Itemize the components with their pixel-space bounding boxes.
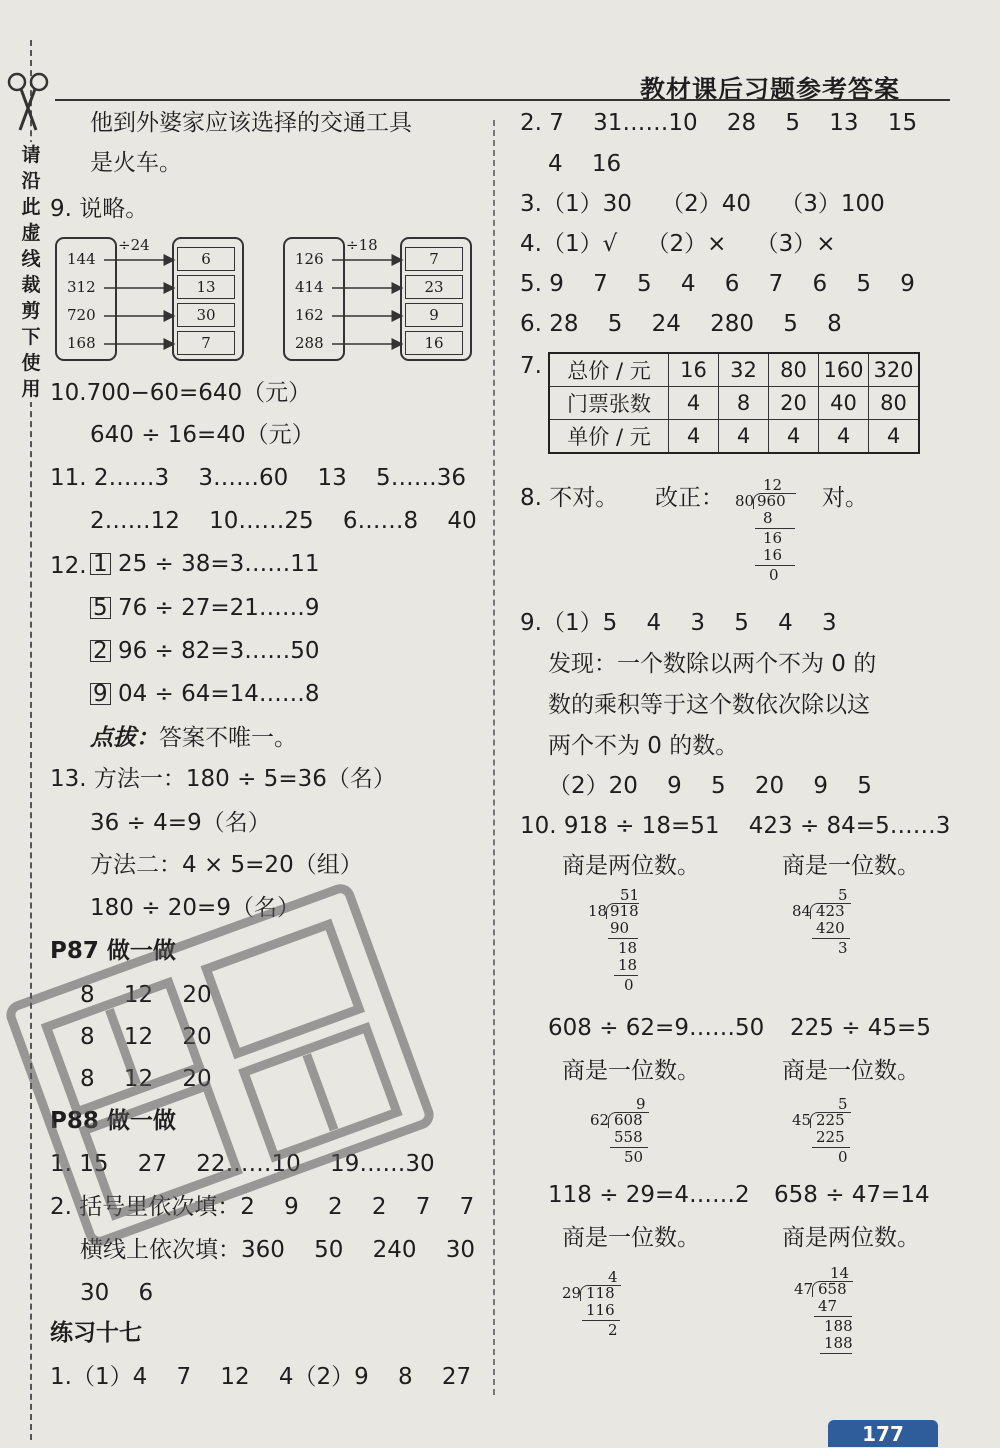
answer-r10-eq2a: 608 ÷ 62=9……50: [548, 1015, 765, 1041]
dividend: 225: [816, 1111, 845, 1129]
output-value: 30: [177, 303, 235, 327]
digit-box: 2: [90, 640, 111, 662]
answer-r9-line2: 发现：一个数除以两个不为 0 的: [548, 651, 877, 677]
answer-12-row: [90, 597, 320, 620]
row-label: 总价 / 元: [549, 353, 669, 387]
table-cell: 16: [669, 353, 719, 387]
answer-12-row: [90, 640, 320, 663]
answer-r2-line1: 2. 7 31……10 28 5 13 15: [520, 110, 918, 136]
table-cell: 80: [869, 387, 920, 420]
answer-12-row: [90, 553, 320, 576]
quotient: 9: [636, 1095, 646, 1113]
equation: 96 ÷ 82=3……50: [117, 638, 320, 664]
answer-11-line1: 11. 2……3 3……60 13 5……36: [50, 465, 466, 491]
equation: 04 ÷ 64=14……8: [117, 681, 320, 707]
output-value: 7: [177, 331, 235, 355]
divisor: 47: [794, 1280, 814, 1298]
step: 18: [618, 956, 638, 974]
step: 420: [816, 919, 845, 937]
answer-r8-ok: 对。: [822, 485, 868, 511]
quotient: 5: [838, 886, 848, 904]
input-value: 168: [67, 334, 96, 352]
answer-r10-line1: 10. 918 ÷ 18=51 423 ÷ 84=5……3: [520, 813, 951, 839]
answer-r10-note-a: 商是两位数。: [562, 853, 700, 879]
section-heading-p88: P88 做一做: [50, 1108, 176, 1134]
step: 47: [818, 1297, 838, 1315]
answer-11-line2: 2……12 10……25 6……8 40: [90, 508, 477, 534]
section-heading-p87: P87 做一做: [50, 938, 176, 964]
page-header-title: 教材课后习题参考答案: [640, 75, 901, 104]
ex17-answer-1: 1.（1）4 7 12 4（2）9 8 27: [50, 1364, 472, 1390]
answer-13-line4: 180 ÷ 20=9（名）: [90, 895, 300, 921]
table-row: [549, 387, 919, 420]
column-separator: [493, 120, 495, 1395]
quotient: 4: [608, 1268, 618, 1286]
answer-12-label: 12.: [50, 553, 87, 579]
p88-answer-1: 1. 15 27 22……10 19……30: [50, 1151, 435, 1177]
answer-8-line2: 是火车。: [90, 150, 182, 176]
output-value: 16: [405, 331, 463, 355]
digit-box: 9: [90, 683, 111, 705]
divisor: 84: [792, 902, 812, 920]
p88-answer-2-line2: 横线上依次填：360 50 240 30: [80, 1237, 476, 1263]
divisor: 45: [792, 1111, 812, 1129]
divisor: 18: [588, 902, 608, 920]
answer-r9-line1: 9.（1）5 4 3 5 4 3: [520, 610, 837, 636]
row-label: 门票张数: [549, 387, 669, 420]
step: 0: [838, 1148, 848, 1166]
divisor: 80: [735, 492, 755, 510]
input-value: 720: [67, 306, 96, 324]
table-cell: 4: [869, 420, 920, 454]
step: 50: [624, 1148, 644, 1166]
step: 188: [824, 1334, 853, 1352]
scissors-icon: [6, 70, 50, 138]
output-value: 13: [177, 275, 235, 299]
answer-r7-label: 7.: [520, 353, 542, 379]
divisor: 29: [562, 1284, 582, 1302]
quotient: 12: [763, 476, 783, 494]
answer-r8-fix: 改正：: [655, 485, 724, 511]
table-cell: 4: [669, 420, 719, 454]
step: 8: [763, 509, 773, 527]
answer-r9-line4: 两个不为 0 的数。: [548, 733, 739, 759]
output-value: 9: [405, 303, 463, 327]
step: 16: [763, 529, 783, 547]
table-cell: 4: [719, 420, 769, 454]
answer-r9-line5: （2）20 9 5 20 9 5: [548, 773, 872, 799]
answer-r9-line3: 数的乘积等于这个数依次除以这: [548, 692, 870, 718]
answer-10-line2: 640 ÷ 16=40（元）: [90, 422, 315, 448]
table-cell: 4: [669, 387, 719, 420]
input-value: 162: [295, 306, 324, 324]
step: 16: [763, 546, 783, 564]
divisor: 62: [590, 1111, 610, 1129]
cut-instruction: 请 沿 此 虚 线 裁 剪 下 使 用: [21, 144, 41, 400]
step: 558: [614, 1128, 643, 1146]
dividend: 608: [614, 1111, 643, 1129]
quotient: 51: [620, 886, 640, 904]
step: 188: [824, 1317, 853, 1335]
input-value: 126: [295, 250, 324, 268]
equation: 76 ÷ 27=21……9: [117, 595, 320, 621]
dividend: 658: [818, 1280, 847, 1298]
input-value: 144: [67, 250, 96, 268]
step: 90: [610, 919, 630, 937]
dividend: 918: [610, 902, 639, 920]
table-cell: 20: [769, 387, 819, 420]
digit-box: 1: [90, 553, 111, 575]
input-value: 414: [295, 278, 324, 296]
answer-r10-eq3a: 118 ÷ 29=4……2: [548, 1182, 750, 1208]
answer-r10-eq2b: 225 ÷ 45=5: [790, 1015, 931, 1041]
table-cell: 40: [819, 387, 869, 420]
answer-r2-line2: 4 16: [548, 151, 622, 177]
p87-line3: 8 12 20: [80, 1066, 212, 1092]
p88-answer-2-line3: 30 6: [80, 1280, 154, 1306]
table-cell: 160: [819, 353, 869, 387]
operator-label-1: ÷24: [118, 236, 150, 254]
dividend: 118: [586, 1284, 615, 1302]
arrows-icon: [100, 250, 180, 360]
answer-r10-note-b: 商是一位数。: [782, 853, 920, 879]
arrows-icon: [328, 250, 408, 360]
output-value: 6: [177, 247, 235, 271]
tip-label: 点拔：: [90, 725, 159, 751]
answer-8-line1: 他到外婆家应该选择的交通工具: [90, 110, 412, 136]
output-value: 7: [405, 247, 463, 271]
answer-12-row: [90, 683, 320, 706]
answer-r3: 3.（1）30 （2）40 （3）100: [520, 191, 885, 217]
input-value: 288: [295, 334, 324, 352]
tip-line: [90, 727, 297, 750]
output-value: 23: [405, 275, 463, 299]
digit-box: 5: [90, 597, 111, 619]
quotient: 5: [838, 1095, 848, 1113]
page-number: 177: [828, 1420, 938, 1447]
answer-r10-note-d: 商是一位数。: [782, 1058, 920, 1084]
table-cell: 4: [819, 420, 869, 454]
dividend: 960: [757, 492, 786, 510]
answer-r8-label: 8. 不对。: [520, 485, 619, 511]
step: 18: [618, 939, 638, 957]
dividend: 423: [816, 902, 845, 920]
answer-r10-note-c: 商是一位数。: [562, 1058, 700, 1084]
answer-r4: 4.（1）√ （2）× （3）×: [520, 231, 836, 257]
step: 0: [624, 976, 634, 994]
step: 2: [608, 1321, 618, 1339]
input-value: 312: [67, 278, 96, 296]
table-cell: 32: [719, 353, 769, 387]
answer-13-line1: 13. 方法一：180 ÷ 5=36（名）: [50, 766, 396, 792]
answer-r5: 5. 9 7 5 4 6 7 6 5 9: [520, 271, 915, 297]
row-label: 单价 / 元: [549, 420, 669, 454]
answer-13-line2: 36 ÷ 4=9（名）: [90, 810, 271, 836]
section-heading-ex17: 练习十七: [50, 1320, 142, 1346]
step: 0: [769, 566, 779, 584]
equation: 25 ÷ 38=3……11: [117, 551, 320, 577]
step: 3: [838, 939, 848, 957]
answer-13-line3: 方法二：4 × 5=20（组）: [90, 852, 363, 878]
table-row: [549, 353, 919, 387]
header-rule: [55, 99, 950, 101]
p88-answer-2-line1: 2. 括号里依次填：2 9 2 2 7 7: [50, 1194, 475, 1220]
table-cell: 80: [769, 353, 819, 387]
price-table: [548, 352, 920, 454]
answer-r6: 6. 28 5 24 280 5 8: [520, 311, 842, 337]
answer-r10-note-f: 商是两位数。: [782, 1225, 920, 1251]
table-cell: 320: [869, 353, 920, 387]
answer-9: 9. 说略。: [50, 196, 149, 222]
table-cell: 4: [769, 420, 819, 454]
operator-label-2: ÷18: [346, 236, 378, 254]
answer-r10-eq3b: 658 ÷ 47=14: [774, 1182, 930, 1208]
step: 116: [586, 1301, 615, 1319]
p87-line2: 8 12 20: [80, 1024, 212, 1050]
answer-r10-note-e: 商是一位数。: [562, 1225, 700, 1251]
quotient: 14: [830, 1264, 850, 1282]
p87-line1: 8 12 20: [80, 982, 212, 1008]
table-cell: 8: [719, 387, 769, 420]
answer-10-line1: 10.700−60=640（元）: [50, 380, 312, 406]
step: 225: [816, 1128, 845, 1146]
table-row: [549, 420, 919, 454]
tip-text: 答案不唯一。: [159, 725, 297, 751]
